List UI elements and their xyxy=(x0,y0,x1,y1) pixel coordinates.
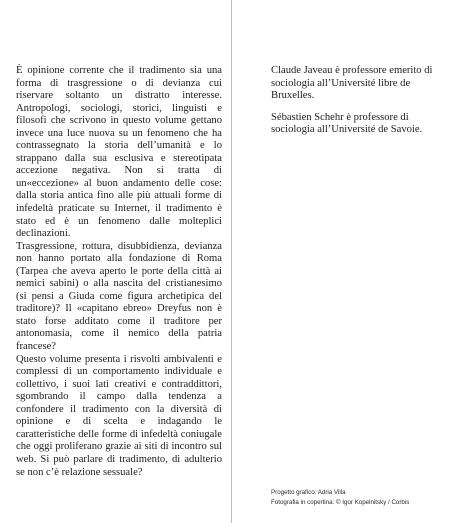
credit-photo: Fotografia in copertina: © Igor Kopelnitsky / Corbis xyxy=(271,499,410,506)
author-bio-schehr: Sébastien Schehr è professore di sociologia all’Université de Savoie. xyxy=(271,111,423,136)
credits xyxy=(271,488,461,508)
blurb-text xyxy=(16,65,222,479)
author-bios xyxy=(271,65,454,146)
blurb-paragraph-1: È opinione corrente che il tradimento sia una forma di trasgressione o di devianza cui riservare soltanto un distratto interesse. Antropologi, sociologi, storici, linguisti e filosofi che scrivono in questo volume gettano invece una luce nuova su un fenomeno che ha contrassegnato la storia dell’umanità e lo strappano dalla sua esclusiva e stereotipata accezione negativa. Non si tratta di un«eccezione» al buon andamento delle cose: dalla storia antica fino alle più attuali forme di infedeltà praticate su Internet, il tradimento è stato ed è un fenomeno dalle molteplici declinazioni. xyxy=(16,65,222,240)
left-flap xyxy=(0,0,231,523)
author-bio-javeau: Claude Javeau è professore emerito di sociologia all’Université libre de Bruxelles. xyxy=(271,65,433,102)
blurb-paragraph-3: Questo volume presenta i risvolti ambivalenti e complessi di un comportamento individuale e collettivo, i suoi lati creativi e contraddittori, sgombrando il campo dalla tendenza a confondere il tradimento con la diversità di opinione e di scelta e indagando le caratteristiche delle forme di infedeltà coniugale che oggi proliferano grazie ai siti di incontro sul web. Si può parlare di tradimento, di adulterio se non c’è relazione sessuale? xyxy=(16,353,222,478)
credit-design: Progetto grafico: Adria Villa xyxy=(271,489,346,496)
blurb-paragraph-2: Trasgressione, rottura, disubbidienza, devianza non hanno portato alla fondazione di Roma (Tarpea che aveva aperto le porte della città ai nemici sabini) o alla nascita del cristianesimo (si pensi a Giuda come figura archetipica del traditore)? Il «capitano ebreo» Dreyfus non è stato forse additato come il traditore per antonomasia, come il nemico della patria francese? xyxy=(16,240,222,353)
